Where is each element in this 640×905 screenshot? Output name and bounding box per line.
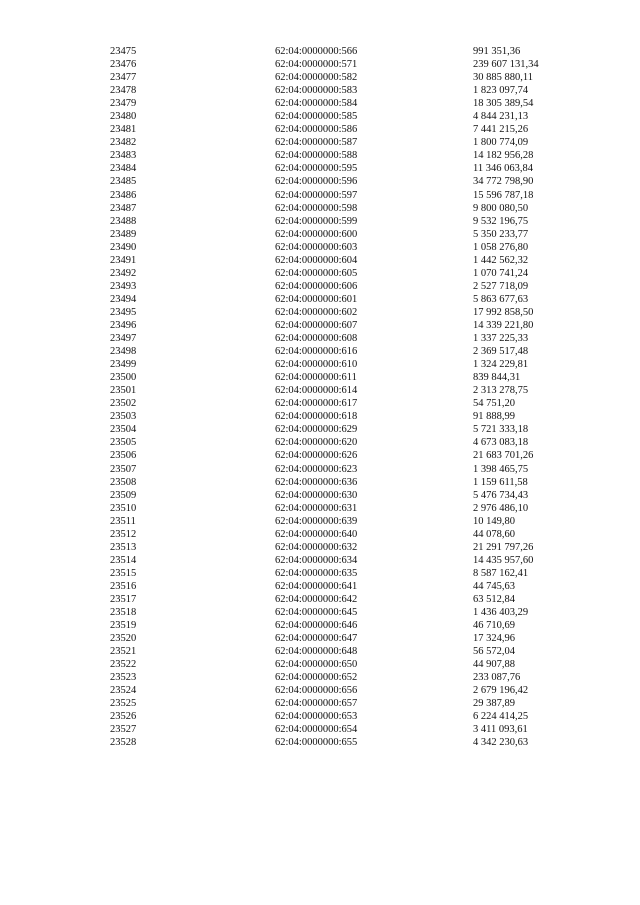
table-row — [110, 423, 583, 436]
cadastral-number: 62:04:0000000:655 — [275, 737, 358, 749]
cadastral-number: 62:04:0000000:571 — [275, 59, 358, 71]
cadastral-value: 2 527 718,09 — [473, 280, 529, 292]
cadastral-number: 62:04:0000000:587 — [275, 137, 358, 149]
row-number: 23501 — [110, 385, 137, 397]
row-number: 23523 — [110, 672, 137, 684]
cadastral-number: 62:04:0000000:656 — [275, 685, 358, 697]
cadastral-number: 62:04:0000000:642 — [275, 593, 358, 605]
row-number: 23499 — [110, 359, 137, 371]
cadastral-value: 2 976 486,10 — [473, 502, 529, 514]
cadastral-number: 62:04:0000000:654 — [275, 724, 358, 736]
cadastral-number: 62:04:0000000:583 — [275, 85, 358, 97]
cadastral-number: 62:04:0000000:614 — [275, 385, 358, 397]
table-row — [110, 228, 583, 241]
cadastral-value: 2 369 517,48 — [473, 346, 529, 358]
cadastral-number: 62:04:0000000:601 — [275, 293, 358, 305]
table-row — [110, 567, 583, 580]
cadastral-number: 62:04:0000000:586 — [275, 124, 358, 136]
table-row — [110, 671, 583, 684]
cadastral-number: 62:04:0000000:582 — [275, 72, 358, 84]
table-row — [110, 410, 583, 423]
cadastral-number: 62:04:0000000:597 — [275, 189, 358, 201]
cadastral-number: 62:04:0000000:584 — [275, 98, 358, 110]
table-row — [110, 332, 583, 345]
row-number: 23508 — [110, 476, 137, 488]
table-row — [110, 202, 583, 215]
row-number: 23476 — [110, 59, 137, 71]
row-number: 23487 — [110, 202, 137, 214]
cadastral-number: 62:04:0000000:588 — [275, 150, 358, 162]
row-number: 23522 — [110, 659, 137, 671]
cadastral-number: 62:04:0000000:616 — [275, 346, 358, 358]
table-row — [110, 384, 583, 397]
cadastral-value: 14 435 957,60 — [473, 554, 534, 566]
cadastral-value: 11 346 063,84 — [473, 163, 533, 175]
row-number: 23514 — [110, 554, 137, 566]
table-row — [110, 371, 583, 384]
cadastral-number: 62:04:0000000:604 — [275, 254, 358, 266]
cadastral-number: 62:04:0000000:598 — [275, 202, 358, 214]
row-number: 23482 — [110, 137, 137, 149]
table-row — [110, 84, 583, 97]
cadastral-value: 1 337 225,33 — [473, 333, 529, 345]
row-number: 23528 — [110, 737, 137, 749]
cadastral-value: 2 313 278,75 — [473, 385, 529, 397]
cadastral-number: 62:04:0000000:645 — [275, 607, 358, 619]
cadastral-number: 62:04:0000000:650 — [275, 659, 358, 671]
row-number: 23509 — [110, 489, 137, 501]
cadastral-value: 1 442 562,32 — [473, 254, 529, 266]
table-row — [110, 593, 583, 606]
cadastral-value: 239 607 131,34 — [473, 59, 539, 71]
cadastral-number: 62:04:0000000:623 — [275, 463, 358, 475]
cadastral-value: 1 436 403,29 — [473, 607, 529, 619]
row-number: 23504 — [110, 424, 137, 436]
table-row — [110, 189, 583, 202]
table-row — [110, 123, 583, 136]
cadastral-value: 21 291 797,26 — [473, 541, 534, 553]
cadastral-number: 62:04:0000000:657 — [275, 698, 358, 710]
table-row — [110, 293, 583, 306]
row-number: 23493 — [110, 280, 137, 292]
cadastral-value: 44 745,63 — [473, 580, 515, 592]
cadastral-number: 62:04:0000000:608 — [275, 333, 358, 345]
table-row — [110, 463, 583, 476]
table-row — [110, 580, 583, 593]
cadastral-value: 3 411 093,61 — [473, 724, 528, 736]
row-number: 23517 — [110, 593, 137, 605]
table-row — [110, 397, 583, 410]
cadastral-value: 1 058 276,80 — [473, 241, 529, 253]
cadastral-value: 46 710,69 — [473, 620, 515, 632]
table-row — [110, 502, 583, 515]
row-number: 23484 — [110, 163, 137, 175]
cadastral-number: 62:04:0000000:611 — [275, 372, 357, 384]
row-number: 23526 — [110, 711, 137, 723]
cadastral-value: 10 149,80 — [473, 515, 515, 527]
row-number: 23479 — [110, 98, 137, 110]
table-row — [110, 606, 583, 619]
cadastral-value: 14 339 221,80 — [473, 319, 534, 331]
cadastral-number: 62:04:0000000:607 — [275, 319, 358, 331]
cadastral-number: 62:04:0000000:639 — [275, 515, 358, 527]
row-number: 23488 — [110, 215, 137, 227]
table-row — [110, 697, 583, 710]
table-row — [110, 71, 583, 84]
cadastral-value: 5 476 734,43 — [473, 489, 529, 501]
cadastral-value: 9 800 080,50 — [473, 202, 529, 214]
table-row — [110, 149, 583, 162]
cadastral-value: 5 721 333,18 — [473, 424, 529, 436]
row-number: 23515 — [110, 567, 137, 579]
table-row — [110, 306, 583, 319]
cadastral-number: 62:04:0000000:631 — [275, 502, 358, 514]
row-number: 23485 — [110, 176, 137, 188]
cadastral-number: 62:04:0000000:600 — [275, 228, 358, 240]
table-row — [110, 645, 583, 658]
cadastral-value: 44 078,60 — [473, 528, 515, 540]
cadastral-value: 18 305 389,54 — [473, 98, 534, 110]
cadastral-number: 62:04:0000000:595 — [275, 163, 358, 175]
cadastral-number: 62:04:0000000:634 — [275, 554, 358, 566]
cadastral-number: 62:04:0000000:648 — [275, 646, 358, 658]
cadastral-value: 1 324 229,81 — [473, 359, 529, 371]
table-row — [110, 215, 583, 228]
row-number: 23480 — [110, 111, 137, 123]
row-number: 23520 — [110, 633, 137, 645]
cadastral-number: 62:04:0000000:602 — [275, 306, 358, 318]
row-number: 23513 — [110, 541, 137, 553]
cadastral-value: 21 683 701,26 — [473, 450, 534, 462]
cadastral-value: 1 823 097,74 — [473, 85, 529, 97]
row-number: 23512 — [110, 528, 137, 540]
cadastral-value: 5 350 233,77 — [473, 228, 529, 240]
cadastral-value: 91 888,99 — [473, 411, 515, 423]
table-row — [110, 449, 583, 462]
table-row — [110, 175, 583, 188]
table-row — [110, 723, 583, 736]
cadastral-value: 4 844 231,13 — [473, 111, 529, 123]
cadastral-number: 62:04:0000000:640 — [275, 528, 358, 540]
cadastral-number: 62:04:0000000:596 — [275, 176, 358, 188]
row-number: 23478 — [110, 85, 137, 97]
cadastral-value: 44 907,88 — [473, 659, 515, 671]
table-row — [110, 541, 583, 554]
cadastral-value: 233 087,76 — [473, 672, 521, 684]
table-row — [110, 710, 583, 723]
cadastral-number: 62:04:0000000:610 — [275, 359, 358, 371]
row-number: 23527 — [110, 724, 137, 736]
cadastral-number: 62:04:0000000:652 — [275, 672, 358, 684]
row-number: 23511 — [110, 515, 136, 527]
row-number: 23519 — [110, 620, 137, 632]
row-number: 23486 — [110, 189, 137, 201]
table-row — [110, 319, 583, 332]
cadastral-value: 2 679 196,42 — [473, 685, 529, 697]
table-row — [110, 45, 583, 58]
table-row — [110, 684, 583, 697]
cadastral-number: 62:04:0000000:585 — [275, 111, 358, 123]
cadastral-number: 62:04:0000000:620 — [275, 437, 358, 449]
cadastral-value: 14 182 956,28 — [473, 150, 534, 162]
row-number: 23503 — [110, 411, 137, 423]
cadastral-number: 62:04:0000000:603 — [275, 241, 358, 253]
row-number: 23518 — [110, 607, 137, 619]
table-row — [110, 489, 583, 502]
table-row — [110, 358, 583, 371]
cadastral-value: 1 159 611,58 — [473, 476, 528, 488]
row-number: 23483 — [110, 150, 137, 162]
table-row — [110, 658, 583, 671]
table-row — [110, 436, 583, 449]
cadastral-number: 62:04:0000000:566 — [275, 46, 358, 57]
row-number: 23500 — [110, 372, 137, 384]
cadastral-value: 4 342 230,63 — [473, 737, 529, 749]
cadastral-value: 54 751,20 — [473, 398, 515, 410]
row-number: 23495 — [110, 306, 137, 318]
table-row — [110, 254, 583, 267]
cadastral-number: 62:04:0000000:599 — [275, 215, 358, 227]
table-row — [110, 515, 583, 528]
cadastral-value: 1 398 465,75 — [473, 463, 529, 475]
cadastral-value: 15 596 787,18 — [473, 189, 534, 201]
cadastral-value-table — [110, 45, 583, 750]
cadastral-value: 34 772 798,90 — [473, 176, 534, 188]
cadastral-value: 56 572,04 — [473, 646, 515, 658]
table-row — [110, 280, 583, 293]
table-row — [110, 136, 583, 149]
row-number: 23496 — [110, 319, 137, 331]
cadastral-value: 1 800 774,09 — [473, 137, 529, 149]
cadastral-value: 63 512,84 — [473, 593, 515, 605]
row-number: 23505 — [110, 437, 137, 449]
row-number: 23490 — [110, 241, 137, 253]
table-row — [110, 58, 583, 71]
row-number: 23524 — [110, 685, 137, 697]
table-row — [110, 110, 583, 123]
table-row — [110, 632, 583, 645]
cadastral-value: 5 863 677,63 — [473, 293, 529, 305]
cadastral-number: 62:04:0000000:632 — [275, 541, 358, 553]
row-number: 23502 — [110, 398, 137, 410]
cadastral-number: 62:04:0000000:641 — [275, 580, 358, 592]
table-row — [110, 241, 583, 254]
cadastral-number: 62:04:0000000:606 — [275, 280, 358, 292]
cadastral-number: 62:04:0000000:653 — [275, 711, 358, 723]
row-number: 23507 — [110, 463, 137, 475]
table-row — [110, 97, 583, 110]
table-row — [110, 267, 583, 280]
row-number: 23525 — [110, 698, 137, 710]
cadastral-value: 991 351,36 — [473, 46, 521, 57]
table-body — [110, 45, 583, 750]
row-number: 23516 — [110, 580, 137, 592]
cadastral-value: 8 587 162,41 — [473, 567, 529, 579]
cadastral-number: 62:04:0000000:646 — [275, 620, 358, 632]
row-number: 23498 — [110, 346, 137, 358]
row-number: 23481 — [110, 124, 137, 136]
cadastral-number: 62:04:0000000:605 — [275, 267, 358, 279]
cadastral-number: 62:04:0000000:617 — [275, 398, 358, 410]
row-number: 23492 — [110, 267, 137, 279]
cadastral-value: 29 387,89 — [473, 698, 515, 710]
cadastral-value: 4 673 083,18 — [473, 437, 529, 449]
row-number: 23489 — [110, 228, 137, 240]
row-number: 23506 — [110, 450, 137, 462]
row-number: 23491 — [110, 254, 137, 266]
cadastral-number: 62:04:0000000:636 — [275, 476, 358, 488]
cadastral-value: 6 224 414,25 — [473, 711, 529, 723]
table-row — [110, 619, 583, 632]
table-row — [110, 736, 583, 749]
cadastral-number: 62:04:0000000:629 — [275, 424, 358, 436]
cadastral-number: 62:04:0000000:630 — [275, 489, 358, 501]
cadastral-number: 62:04:0000000:647 — [275, 633, 358, 645]
row-number: 23477 — [110, 72, 137, 84]
table-row — [110, 345, 583, 358]
table-row — [110, 528, 583, 541]
cadastral-value: 1 070 741,24 — [473, 267, 529, 279]
table-row — [110, 554, 583, 567]
cadastral-number: 62:04:0000000:635 — [275, 567, 358, 579]
row-number: 23510 — [110, 502, 137, 514]
table-row — [110, 476, 583, 489]
row-number: 23494 — [110, 293, 137, 305]
cadastral-number: 62:04:0000000:618 — [275, 411, 358, 423]
cadastral-value: 839 844,31 — [473, 372, 521, 384]
cadastral-value: 7 441 215,26 — [473, 124, 529, 136]
cadastral-number: 62:04:0000000:626 — [275, 450, 358, 462]
table-row — [110, 162, 583, 175]
cadastral-value: 17 992 858,50 — [473, 306, 534, 318]
row-number: 23475 — [110, 46, 137, 57]
cadastral-value: 17 324,96 — [473, 633, 515, 645]
cadastral-value: 30 885 880,11 — [473, 72, 533, 84]
cadastral-value: 9 532 196,75 — [473, 215, 529, 227]
row-number: 23497 — [110, 333, 137, 345]
row-number: 23521 — [110, 646, 137, 658]
